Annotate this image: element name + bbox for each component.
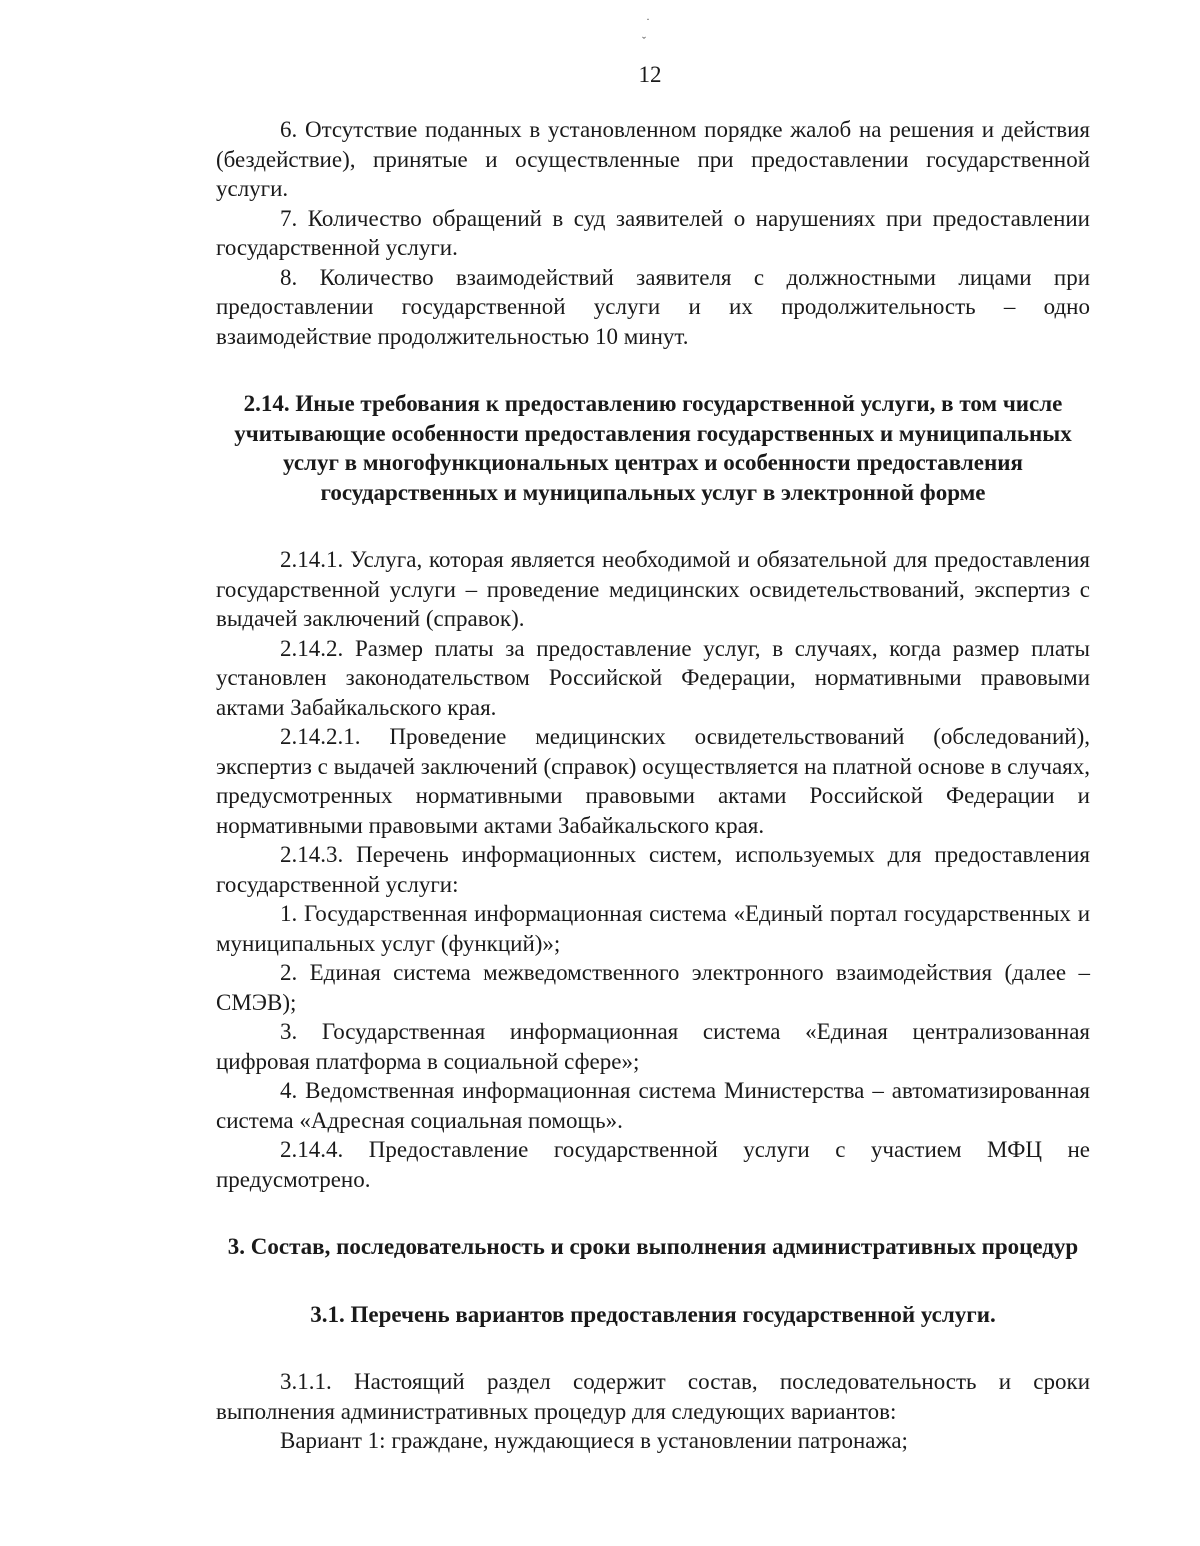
paragraph-2-14-3: 2.14.3. Перечень информационных систем, используемых для предоставления государственной услуги: xyxy=(216,842,1090,897)
list-item-2: 2. Единая система межведомственного электронного взаимодействия (далее – СМЭВ); xyxy=(216,960,1090,1015)
scan-speck: ˇ xyxy=(642,34,646,48)
list-item-3: 3. Государственная информационная система «Единая централизованная цифровая платформа в социальной сфере»; xyxy=(216,1019,1090,1074)
paragraph-3-1-1: 3.1.1. Настоящий раздел содержит состав, последовательность и сроки выполнения административных процедур для следующих вариантов: xyxy=(216,1369,1090,1424)
scan-speck: · xyxy=(646,12,650,26)
paragraph-2-14-4: 2.14.4. Предоставление государственной услуги с участием МФЦ не предусмотрено. xyxy=(216,1137,1090,1192)
paragraph-2-14-1: 2.14.1. Услуга, которая является необходимой и обязательной для предоставления государственной услуги – проведение медицинских освидетельствований, экспертиз с выдачей заключений (справок). xyxy=(216,547,1090,631)
paragraph-8: 8. Количество взаимодействий заявителя с должностными лицами при предоставлении государственной услуги и их продолжительность – одно взаимодействие продолжительностью 10 минут. xyxy=(216,264,1090,349)
section-heading-2-14: 2.14. Иные требования к предоставлению государственной услуги, в том числе учитывающие особенности предоставления государственных и муниципальных услуг в многофункциональных центрах и особенности предоставления государственных и муниципальных услуг в электронной форме xyxy=(234,391,1072,505)
paragraph-2-14-2-1: 2.14.2.1. Проведение медицинских освидетельствований (обследований), экспертиз с выдачей заключений (справок) осуществляется на платной основе в случаях, предусмотренных нормативными правовыми актами Российской Федерации и нормативными правовыми актами Забайкальского края. xyxy=(216,724,1090,838)
list-item-4: 4. Ведомственная информационная система Министерства – автоматизированная система «Адресная социальная помощь». xyxy=(216,1078,1090,1133)
section-heading-3: 3. Состав, последовательность и сроки выполнения административных процедур xyxy=(227,1234,1079,1259)
section-heading-3-1: 3.1. Перечень вариантов предоставления государственной услуги. xyxy=(310,1301,996,1327)
page-number: 12 xyxy=(638,62,662,87)
paragraph-7: 7. Количество обращений в суд заявителей о нарушениях при предоставлении государственной услуги. xyxy=(216,205,1090,260)
document-body xyxy=(216,115,1090,1456)
paragraph-2-14-2: 2.14.2. Размер платы за предоставление услуг, в случаях, когда размер платы установлен законодательством Российской Федерации, нормативными правовыми актами Забайкальского края. xyxy=(216,635,1090,720)
paragraph-variant-1: Вариант 1: граждане, нуждающиеся в установлении патронажа; xyxy=(280,1428,908,1453)
paragraph-6: 6. Отсутствие поданных в установленном порядке жалоб на решения и действия (бездействие), принятые и осуществленные при предоставлении государственной услуги. xyxy=(216,117,1090,201)
list-item-1: 1. Государственная информационная система «Единый портал государственных и муниципальных услуг (функций)»; xyxy=(216,901,1090,956)
